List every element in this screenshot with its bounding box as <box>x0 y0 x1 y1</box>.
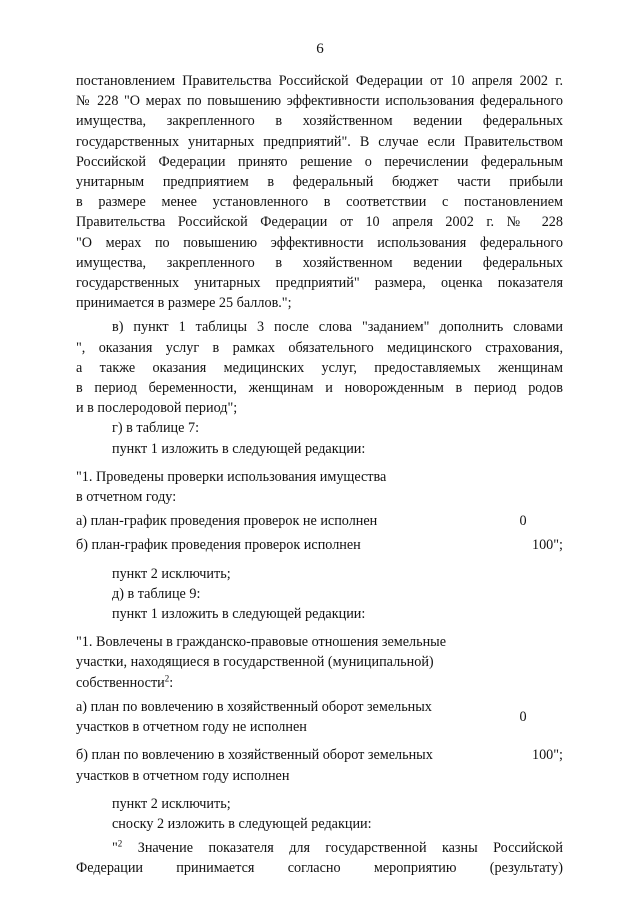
text-line: а также оказания медицинских услуг, предоставляемых женщинам <box>76 359 563 376</box>
paragraph-resolution-reference <box>76 71 563 313</box>
table7-heading <box>76 467 563 507</box>
footnote-instruction-line: сноску 2 изложить в следующей редакции: <box>112 815 372 832</box>
footnote-number: 2 <box>117 838 123 849</box>
text-line: Федерации принимается согласно мероприятию (результату) <box>76 860 563 877</box>
exclude-line: пункт 2 исключить; <box>112 565 231 582</box>
row-value: 100"; <box>531 747 563 764</box>
paragraph-item-v <box>76 317 563 418</box>
text-line: и в послеродовой период"; <box>76 400 238 417</box>
row-value: 100"; <box>531 537 563 554</box>
text-line: в период беременности, женщинам и новорожденным в период родов <box>76 380 563 397</box>
table7-heading-line: "1. Проведены проверки использования имущества <box>76 468 387 485</box>
table9-heading-line: собственности <box>76 674 165 691</box>
page-number: 6 <box>316 41 324 57</box>
table9-row-a <box>76 697 563 737</box>
text-line: постановлением Правительства Российской Федерации от 10 апреля 2002 г. <box>76 73 563 89</box>
row-label-line: участков в отчетном году исполнен <box>76 767 290 784</box>
text-line: государственных унитарных предприятий" размера, оценка показателя <box>76 275 563 292</box>
table7-excerpt <box>76 467 563 556</box>
edit-instruction-line: пункт 1 изложить в следующей редакции: <box>112 440 366 457</box>
row-label: б) план-график проведения проверок исполнен <box>76 537 361 554</box>
table7-heading-line: в отчетном году: <box>76 489 177 506</box>
text-line: государственных унитарных предприятий". В случае если Правительством <box>76 133 563 150</box>
item-d-line: д) в таблице 9: <box>112 585 201 602</box>
table9-heading-line: участки, находящиеся в государственной (муниципальной) <box>76 654 434 671</box>
row-label-line: б) план по вовлечению в хозяйственный оборот земельных <box>76 747 433 764</box>
text-line: в размере менее установленного в соответствии с постановлением <box>76 194 563 211</box>
text-line: имущества, закрепленного в хозяйственном ведении федеральных <box>76 254 563 271</box>
text-line: "О мерах по повышению эффективности использования федерального <box>76 234 563 251</box>
item-g-line: г) в таблице 7: <box>112 420 200 437</box>
row-label-line: участков в отчетном году не исполнен <box>76 719 307 736</box>
table7-row-b <box>76 535 563 555</box>
footnote-text: Значение показателя для государственной казны Российской <box>122 840 563 857</box>
row-label <box>76 745 471 785</box>
row-label <box>76 697 471 737</box>
exclude-line: пункт 2 исключить; <box>112 795 231 812</box>
table9-excerpt <box>76 632 563 785</box>
table9-row-b <box>76 745 563 785</box>
text-line: принимается в размере 25 баллов."; <box>76 295 292 312</box>
text-line: ", оказания услуг в рамках обязательного медицинского страхования, <box>76 339 563 356</box>
footnote-ref: 2 <box>164 672 170 683</box>
row-label-line: а) план по вовлечению в хозяйственный оборот земельных <box>76 698 432 715</box>
text-line: унитарным предприятием в федеральный бюджет части прибыли <box>76 174 563 191</box>
text-line: Правительства Российской Федерации от 10 апреля 2002 г. № 228 <box>76 214 563 231</box>
table9-heading-end: : <box>169 674 174 691</box>
text-line <box>76 838 563 858</box>
table9-heading <box>76 632 563 693</box>
text-line: Российской Федерации принято решение о перечислении федеральным <box>76 153 563 170</box>
row-label: а) план-график проведения проверок не исполнен <box>76 513 378 530</box>
table7-row-a <box>76 511 563 531</box>
footnote-paragraph <box>76 838 563 878</box>
open-quote: " <box>112 840 118 857</box>
text-line: в) пункт 1 таблицы 3 после слова "заданием" дополнить словами <box>112 319 563 336</box>
text-line: имущества, закрепленного в хозяйственном ведении федеральных <box>76 113 563 130</box>
table9-heading-line: "1. Вовлечены в гражданско-правовые отношения земельные <box>76 634 447 651</box>
text-line: № 228 "О мерах по повышению эффективности использования федерального <box>76 93 563 110</box>
row-value: 0 <box>519 708 527 725</box>
edit-instruction-line: пункт 1 изложить в следующей редакции: <box>112 606 366 623</box>
document-body <box>76 71 563 879</box>
row-value: 0 <box>519 513 527 530</box>
